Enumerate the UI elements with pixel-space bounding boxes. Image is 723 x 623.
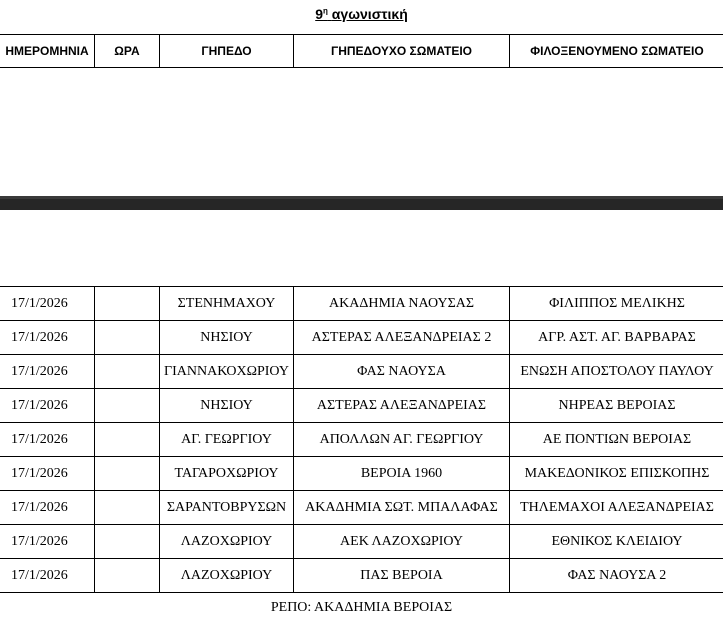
table-row	[0, 389, 723, 423]
column-header-home-team: ΓΗΠΕΔΟΥΧΟ ΣΩΜΑΤΕΙΟ	[294, 35, 510, 68]
match-away-team: ΑΕ ΠΟΝΤΙΩΝ ΒΕΡΟΙΑΣ	[510, 423, 723, 457]
match-date: 17/1/2026	[0, 423, 95, 457]
match-time	[95, 491, 160, 525]
table-row	[0, 287, 723, 321]
match-time	[95, 457, 160, 491]
match-date: 17/1/2026	[0, 389, 95, 423]
match-table	[0, 286, 723, 593]
match-date: 17/1/2026	[0, 287, 95, 321]
match-away-team: ΝΗΡΕΑΣ ΒΕΡΟΙΑΣ	[510, 389, 723, 423]
match-venue: ΛΑΖΟΧΩΡΙΟΥ	[160, 559, 294, 593]
match-away-team: ΑΓΡ. ΑΣΤ. ΑΓ. ΒΑΡΒΑΡΑΣ	[510, 321, 723, 355]
match-home-team: ΑΣΤΕΡΑΣ ΑΛΕΞΑΝΔΡΕΙΑΣ 2	[294, 321, 510, 355]
match-venue: ΣΑΡΑΝΤΟΒΡΥΣΩΝ	[160, 491, 294, 525]
match-venue: ΓΙΑΝΝΑΚΟΧΩΡΙΟΥ	[160, 355, 294, 389]
match-time	[95, 287, 160, 321]
header-row	[0, 35, 723, 68]
table-row	[0, 525, 723, 559]
match-venue: ΝΗΣΙΟΥ	[160, 389, 294, 423]
match-time	[95, 321, 160, 355]
round-number: 9	[315, 6, 324, 22]
match-home-team: ΦΑΣ ΝΑΟΥΣΑ	[294, 355, 510, 389]
match-date: 17/1/2026	[0, 321, 95, 355]
schedule-header-table	[0, 34, 723, 68]
match-home-team: ΒΕΡΟΙΑ 1960	[294, 457, 510, 491]
column-header-venue: ΓΗΠΕΔΟ	[160, 35, 294, 68]
match-home-team: ΠΑΣ ΒΕΡΟΙΑ	[294, 559, 510, 593]
table-row	[0, 559, 723, 593]
column-header-away-team: ΦΙΛΟΞΕΝΟΥΜΕΝΟ ΣΩΜΑΤΕΙΟ	[510, 35, 723, 68]
table-row	[0, 355, 723, 389]
match-venue: ΝΗΣΙΟΥ	[160, 321, 294, 355]
match-time	[95, 559, 160, 593]
match-venue: ΑΓ. ΓΕΩΡΓΙΟΥ	[160, 423, 294, 457]
match-away-team: ΤΗΛΕΜΑΧΟΙ ΑΛΕΞΑΝΔΡΕΙΑΣ	[510, 491, 723, 525]
match-home-team: ΑΚΑΔΗΜΙΑ ΣΩΤ. ΜΠΑΛΑΦΑΣ	[294, 491, 510, 525]
match-away-team: ΕΘΝΙΚΟΣ ΚΛΕΙΔΙΟΥ	[510, 525, 723, 559]
match-date: 17/1/2026	[0, 457, 95, 491]
table-row	[0, 491, 723, 525]
column-header-time: ΩΡΑ	[95, 35, 160, 68]
match-venue: ΣΤΕΝΗΜΑΧΟΥ	[160, 287, 294, 321]
match-time	[95, 525, 160, 559]
round-ordinal-suffix: η	[323, 6, 328, 16]
round-word: αγωνιστική	[331, 6, 408, 22]
column-header-date: ΗΜΕΡΟΜΗΝΙΑ	[0, 35, 95, 68]
match-time	[95, 423, 160, 457]
match-venue: ΤΑΓΑΡΟΧΩΡΙΟΥ	[160, 457, 294, 491]
table-row	[0, 321, 723, 355]
match-time	[95, 355, 160, 389]
match-home-team: ΑΕΚ ΛΑΖΟΧΩΡΙΟΥ	[294, 525, 510, 559]
match-away-team: ΜΑΚΕΔΟΝΙΚΟΣ ΕΠΙΣΚΟΠΗΣ	[510, 457, 723, 491]
rest-team-note: ΡΕΠΟ: ΑΚΑΔΗΜΙΑ ΒΕΡΟΙΑΣ	[270, 600, 453, 615]
table-row	[0, 423, 723, 457]
match-home-team: ΑΠΟΛΛΩΝ ΑΓ. ΓΕΩΡΓΙΟΥ	[294, 423, 510, 457]
page-title	[0, 6, 723, 22]
match-date: 17/1/2026	[0, 491, 95, 525]
match-home-team: ΑΣΤΕΡΑΣ ΑΛΕΞΑΝΔΡΕΙΑΣ	[294, 389, 510, 423]
match-venue: ΛΑΖΟΧΩΡΙΟΥ	[160, 525, 294, 559]
match-time	[95, 389, 160, 423]
match-away-team: ΦΑΣ ΝΑΟΥΣΑ 2	[510, 559, 723, 593]
match-home-team: ΑΚΑΔΗΜΙΑ ΝΑΟΥΣΑΣ	[294, 287, 510, 321]
match-away-team: ΦΙΛΙΠΠΟΣ ΜΕΛΙΚΗΣ	[510, 287, 723, 321]
match-away-team: ΕΝΩΣΗ ΑΠΟΣΤΟΛΟΥ ΠΑΥΛΟΥ	[510, 355, 723, 389]
match-date: 17/1/2026	[0, 355, 95, 389]
match-date: 17/1/2026	[0, 559, 95, 593]
match-date: 17/1/2026	[0, 525, 95, 559]
separator-band-highlight	[0, 196, 723, 199]
table-row	[0, 457, 723, 491]
